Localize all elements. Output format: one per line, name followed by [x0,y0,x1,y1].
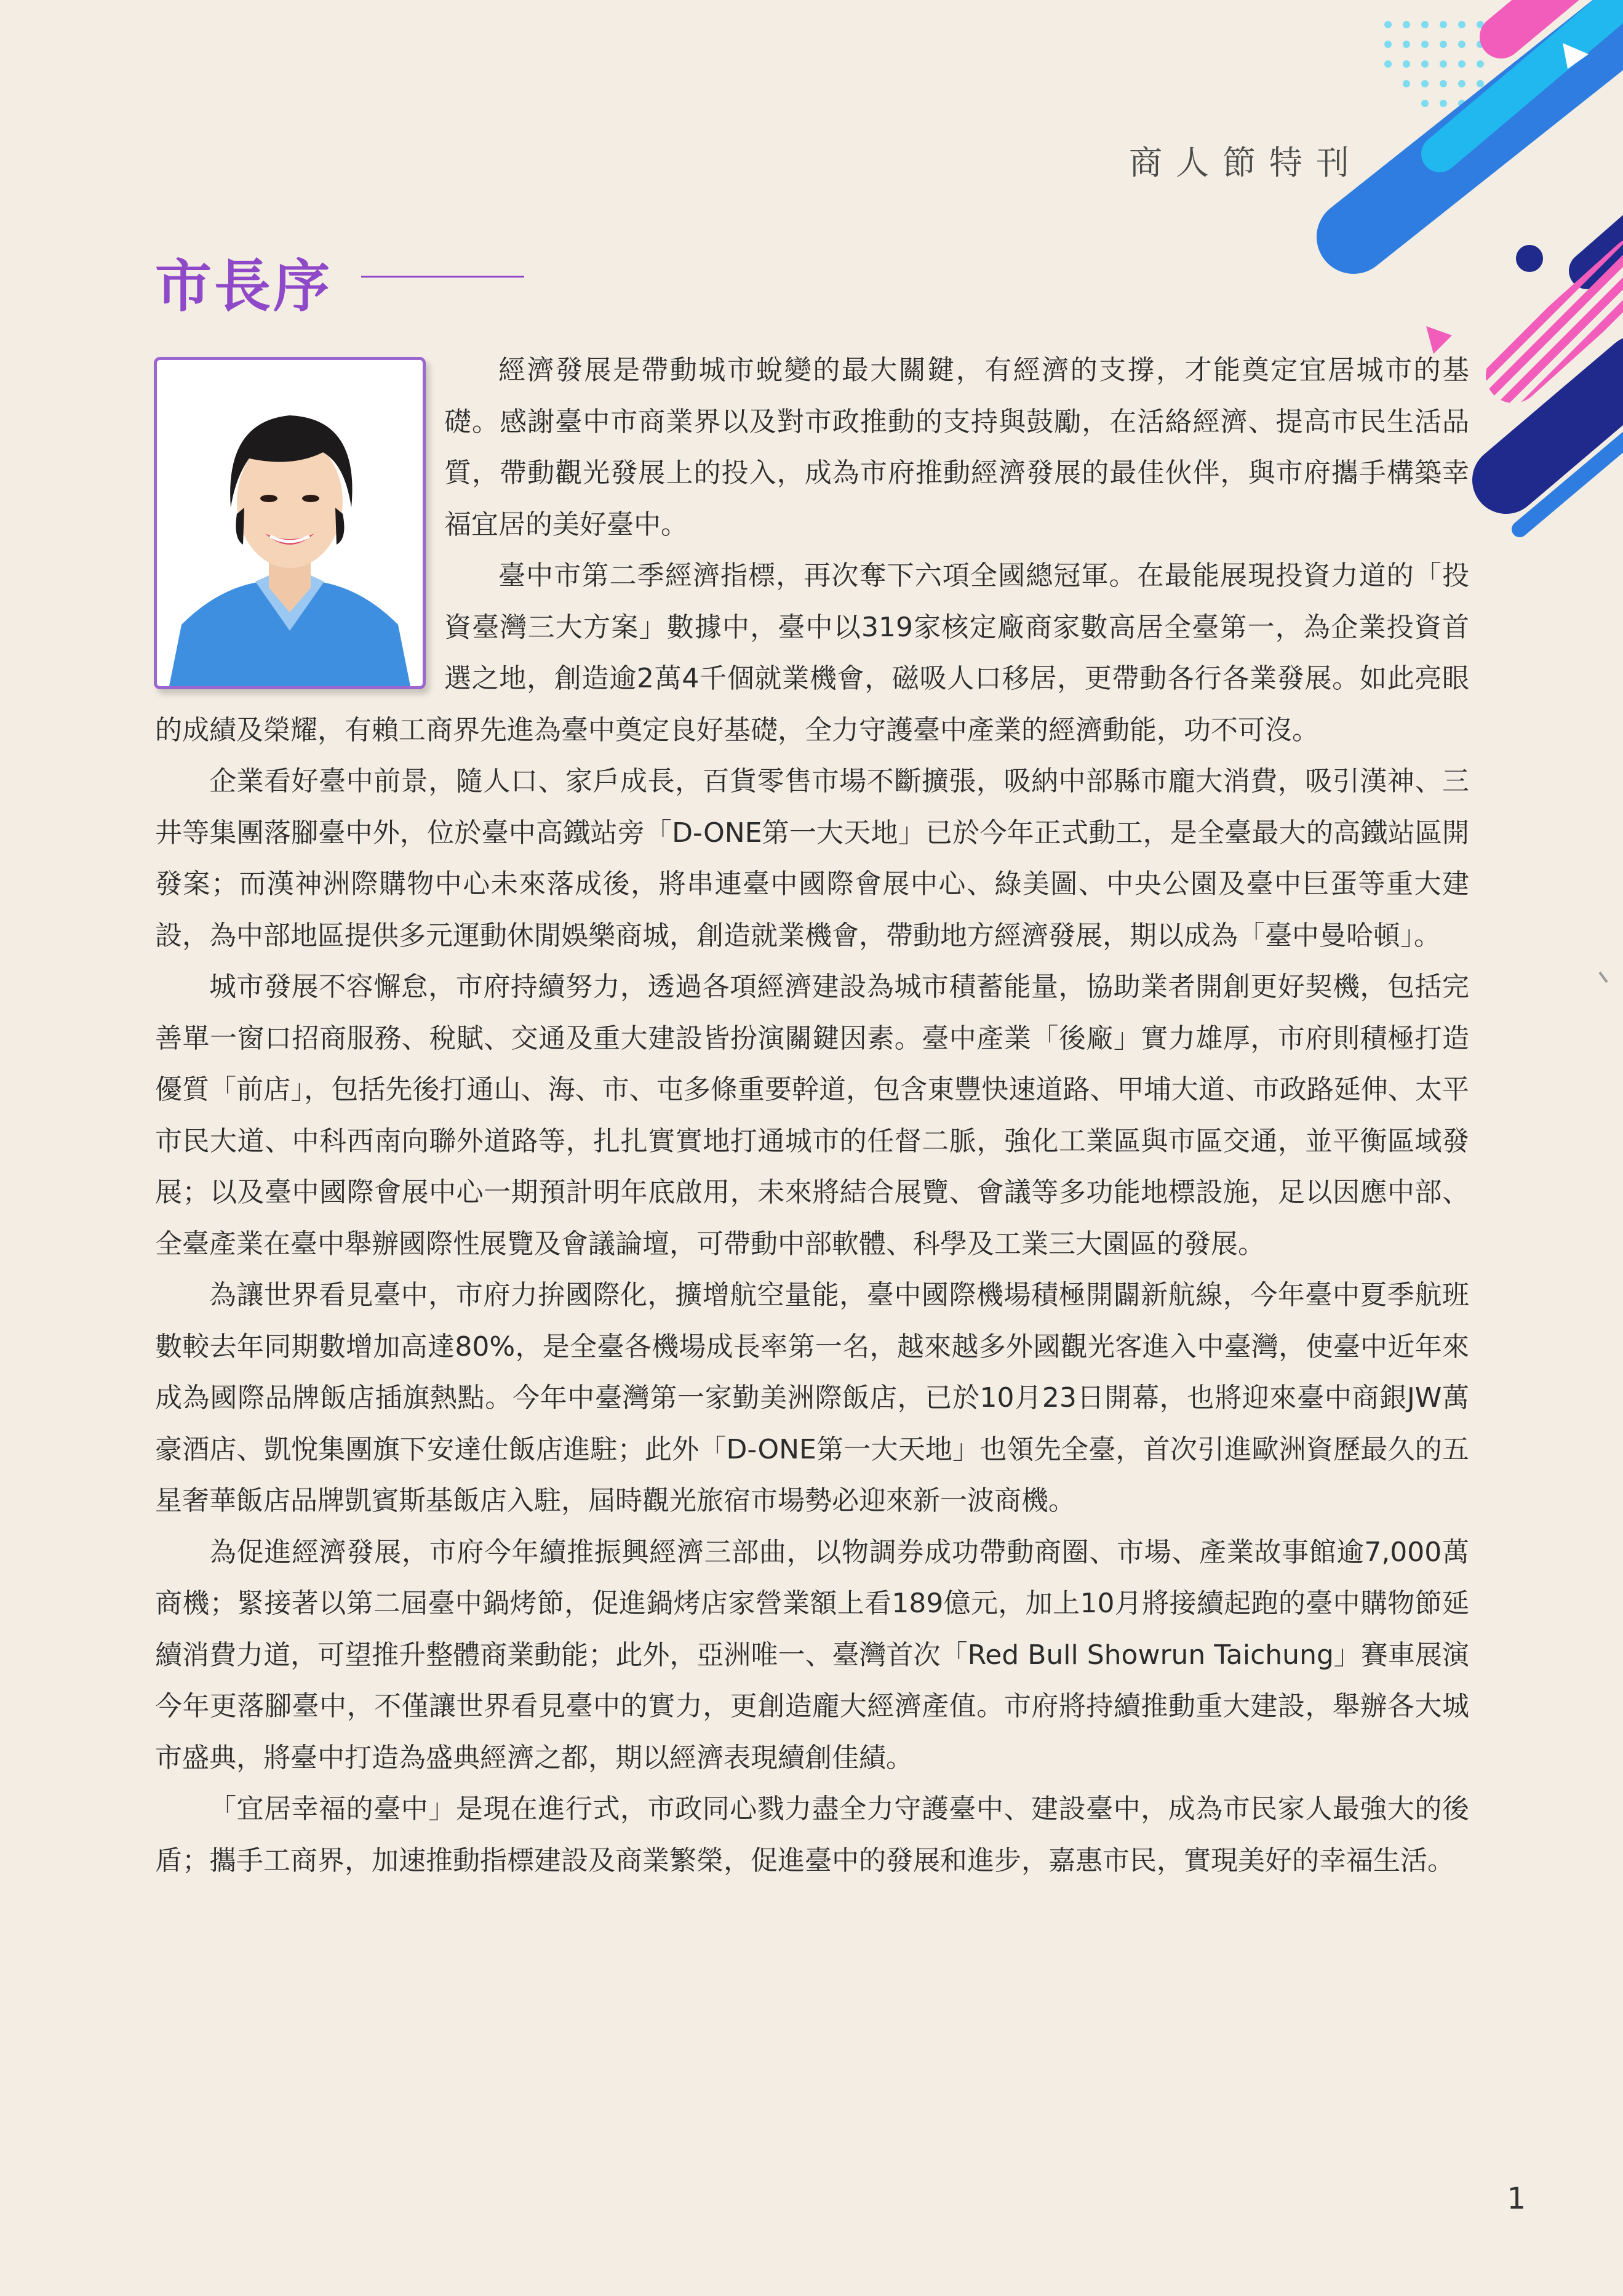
paragraph: 臺中市第二季經濟指標，再次奪下六項全國總冠軍。在最能展現投資力道的「投資臺灣三大方案」數據中，臺中以319家核定廠商家數高居全臺第一，為企業投資首選之地，創造逾2萬4千個就業機會，磁吸人口移居，更帶動各行各業發展。如此亮眼的成績及榮耀，有賴工商界先進為臺中奠定良好基礎，全力守護臺中產業的經濟動能，功不可沒。 [155,560,1469,746]
margin-mark [1600,972,1607,982]
paragraph: 「宜居幸福的臺中」是現在進行式，市政同心戮力盡全力守護臺中、建設臺中，成為市民家人最強大的後盾；攜手工商界，加速推動指標建設及商業繁榮，促進臺中的發展和進步，嘉惠市民，實現美好的幸福生活。 [155,1793,1469,1876]
paragraph: 為促進經濟發展，市府今年續推振興經濟三部曲，以物調券成功帶動商圈、市場、產業故事館逾7,000萬商機；緊接著以第二屆臺中鍋烤節，促進鍋烤店家營業額上看189億元，加上10月將接續起跑的臺中購物節延續消費力道，可望推升整體商業動能；此外，亞洲唯一、臺灣首次「Red Bull Showrun Taichung」賽車展演今年更落腳臺中，不僅讓世界看見臺中的實力，更創造龐大經濟產值。市府將持續推動重大建設，舉辦各大城市盛典，將臺中打造為盛典經濟之都，期以經濟表現續創佳績。 [155,1536,1469,1774]
paragraph: 經濟發展是帶動城市蛻變的最大關鍵，有經濟的支撐，才能奠定宜居城市的基礎。感謝臺中市商業界以及對市政推動的支持與鼓勵，在活絡經濟、提高市民生活品質，帶動觀光發展上的投入，成為市府推動經濟發展的最佳伙伴，與市府攜手構築幸福宜居的美好臺中。 [444,354,1469,540]
paragraph: 城市發展不容懈怠，市府持續努力，透過各項經濟建設為城市積蓄能量，協助業者開創更好契機，包括完善單一窗口招商服務、稅賦、交通及重大建設皆扮演關鍵因素。臺中產業「後廠」實力雄厚，市府則積極打造優質「前店」，包括先後打通山、海、市、屯多條重要幹道，包含東豐快速道路、甲埔大道、市政路延伸、太平市民大道、中科西南向聯外道路等，扎扎實實地打通城市的任督二脈，強化工業區與市區交通，並平衡區域發展；以及臺中國際會展中心一期預計明年底啟用，未來將結合展覽、會議等多功能地標設施，足以因應中部、全臺產業在臺中舉辦國際性展覽及會議論壇，可帶動中部軟體、科學及工業三大園區的發展。 [155,971,1469,1260]
page-number: 1 [1507,2182,1526,2216]
title-underline [361,276,524,278]
paragraph: 企業看好臺中前景，隨人口、家戶成長，百貨零售市場不斷擴張，吸納中部縣市龐大消費，吸引漢神、三井等集團落腳臺中外，位於臺中高鐵站旁「D-ONE第一大天地」已於今年正式動工，是全臺最大的高鐵站區開發案；而漢神洲際購物中心未來落成後，將串連臺中國際會展中心、綠美圖、中央公園及臺中巨蛋等重大建設，為中部地區提供多元運動休閒娛樂商城，創造就業機會，帶動地方經濟發展，期以成為「臺中曼哈頓」。 [155,766,1469,951]
photo-spacer [155,345,444,698]
page-title: 市長序 [155,253,333,319]
publication-header: 商人節特刊 [1129,143,1363,182]
article-body [155,345,1469,1886]
paragraph: 為讓世界看見臺中，市府力拚國際化，擴增航空量能，臺中國際機場積極開闢新航線，今年臺中夏季航班數較去年同期數增加高達80%，是全臺各機場成長率第一名，越來越多外國觀光客進入中臺灣，使臺中近年來成為國際品牌飯店插旗熱點。今年中臺灣第一家勤美洲際飯店，已於10月23日開幕，也將迎來臺中商銀JW萬豪酒店、凱悅集團旗下安達仕飯店進駐；此外「D-ONE第一大天地」也領先全臺，首次引進歐洲資歷最久的五星奢華飯店品牌凱賓斯基飯店入駐，屆時觀光旅宿市場勢必迎來新一波商機。 [155,1279,1469,1516]
navy-dot-decoration [1516,245,1543,272]
